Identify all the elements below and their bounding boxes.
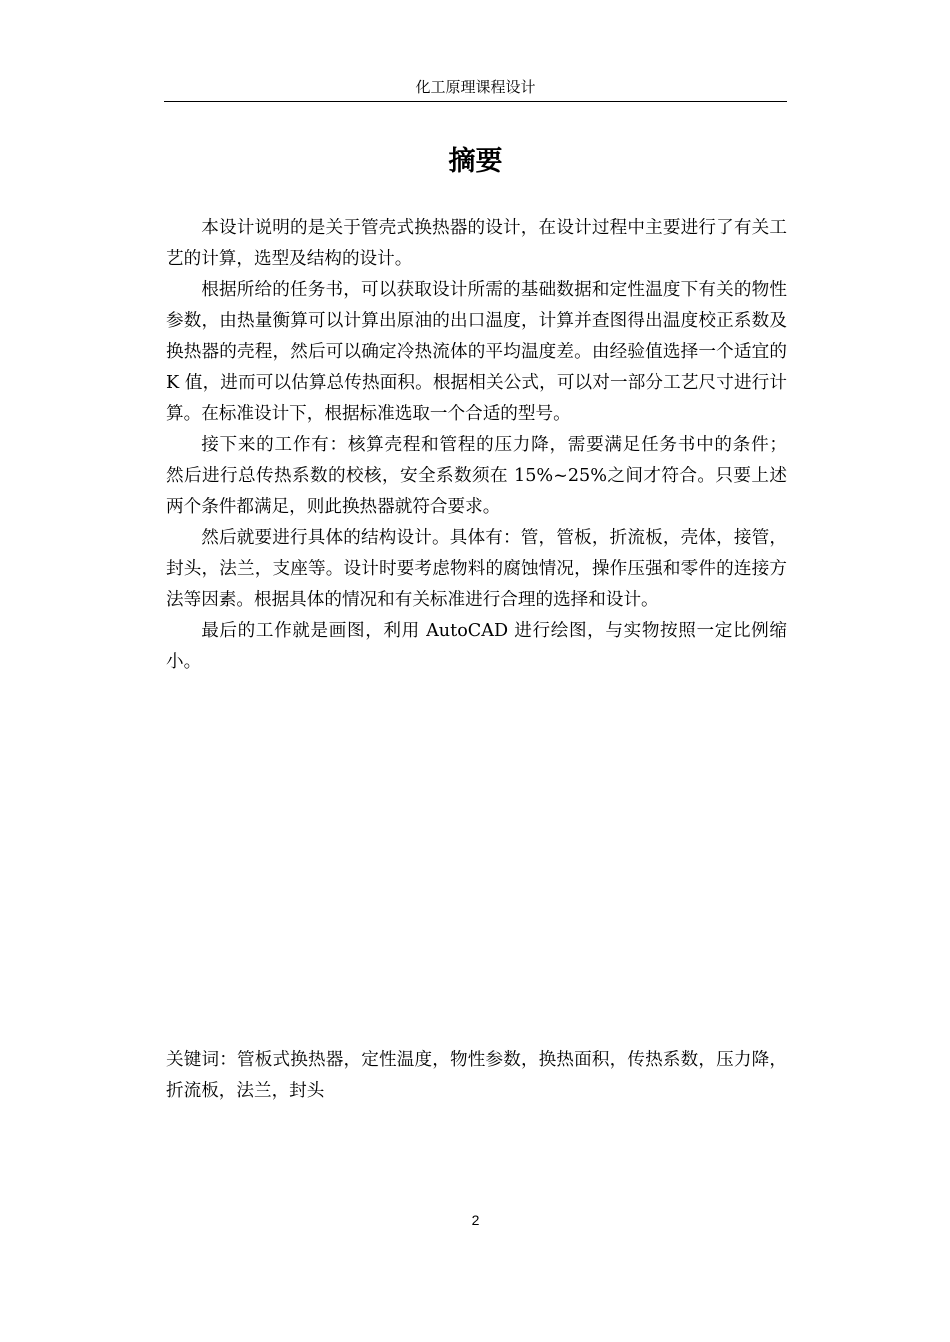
abstract-paragraph: 最后的工作就是画图，利用 AutoCAD 进行绘图，与实物按照一定比例缩小。 [166,621,787,672]
abstract-title: 摘要 [448,146,503,177]
abstract-paragraph: 本设计说明的是关于管壳式换热器的设计，在设计过程中主要进行了有关工艺的计算，选型及结构的设计。 [166,218,787,269]
abstract-paragraph: 根据所给的任务书，可以获取设计所需的基础数据和定性温度下有关的物性参数，由热量衡算可以计算出原油的出口温度，计算并查图得出温度校正系数及换热器的壳程，然后可以确定冷热流体的平均温度差。由经验值选择一个适宜的 K 值，进而可以估算总传热面积。根据相关公式，可以对一部分工艺尺寸进行计算。在标准设计下，根据标准选取一个合适的型号。 [166,280,787,424]
page-number: 2 [471,1212,480,1228]
running-header: 化工原理课程设计 [415,78,536,96]
abstract-paragraph: 然后就要进行具体的结构设计。具体有：管，管板，折流板，壳体，接管，封头，法兰，支座等。设计时要考虑物料的腐蚀情况，操作压强和零件的连接方法等因素。根据具体的情况和有关标准进行合理的选择和设计。 [166,528,787,610]
header-divider [164,101,787,102]
abstract-body [166,213,787,678]
abstract-paragraph: 接下来的工作有：核算壳程和管程的压力降，需要满足任务书中的条件； 然后进行总传热系数的校核，安全系数须在 15%~25%之间才符合。只要上述两个条件都满足，则此换热器就符合要求。 [166,435,787,517]
keywords-line: 关键词：管板式换热器，定性温度，物性参数，换热面积，传热系数，压力降，折流板，法兰，封头 [166,1050,787,1101]
